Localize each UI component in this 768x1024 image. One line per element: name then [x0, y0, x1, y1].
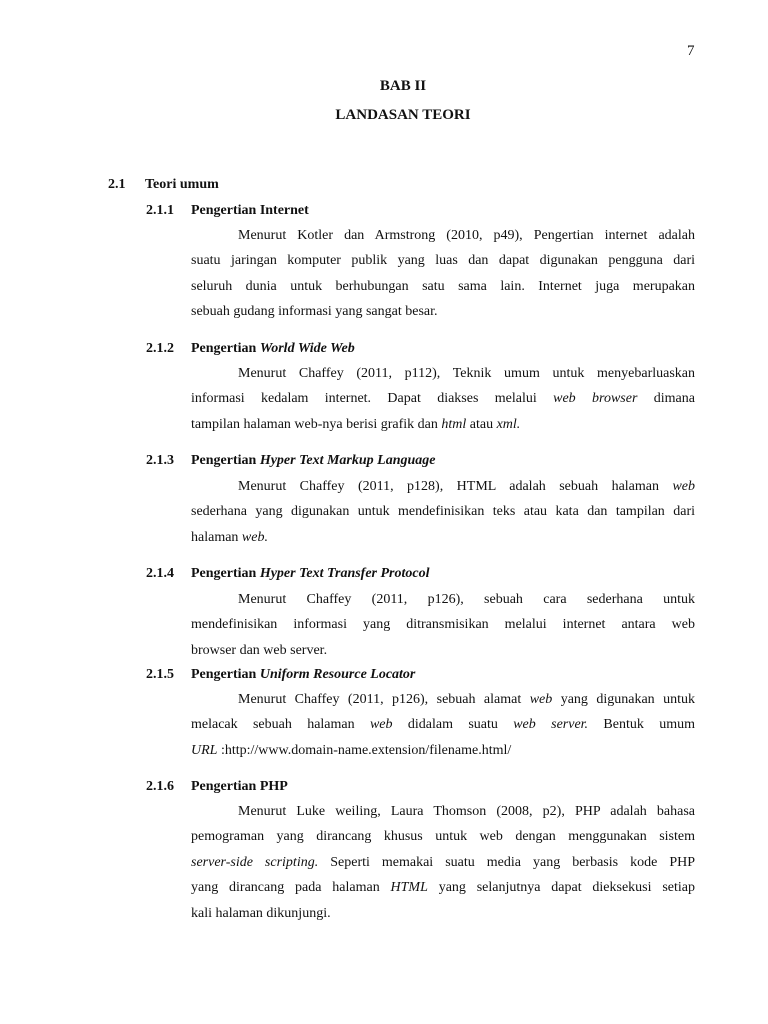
paragraph-line	[191, 799, 695, 824]
text-run: Menurut Kotler dan Armstrong (2010, p49), Pengertian internet adalah	[238, 228, 695, 243]
section-title: Teori umum	[145, 177, 219, 192]
text-run: browser dan web server.	[191, 642, 328, 658]
subsection-title: Pengertian Internet	[191, 203, 309, 218]
italic-term: web	[672, 479, 695, 494]
subsection-title: Pengertian Hyper Text Markup Language	[191, 453, 436, 468]
subsection-number: 2.1.4	[146, 566, 174, 581]
paragraph-line	[191, 850, 695, 875]
text-run: :http://www.domain-name.extension/filename.html/	[217, 742, 512, 758]
italic-term: web browser	[553, 391, 638, 407]
paragraph-line	[191, 274, 695, 299]
paragraph-line	[191, 901, 695, 926]
subsection-number: 2.1.2	[146, 341, 174, 356]
subsection-paragraph	[191, 361, 695, 437]
text-run: dimana	[637, 391, 695, 407]
subsection-paragraph	[191, 587, 695, 663]
paragraph-line	[191, 824, 695, 849]
subsection-heading	[146, 203, 309, 219]
text-run: kali halaman dikunjungi.	[191, 905, 331, 921]
paragraph-line	[191, 361, 695, 386]
text-run: sederhana yang digunakan untuk mendefinisikan teks atau kata dan tampilan dari	[191, 504, 695, 520]
chapter-label: BAB II	[379, 78, 427, 94]
subsection-number: 2.1.3	[146, 453, 174, 468]
text-run: yang dirancang pada halaman	[191, 880, 391, 896]
italic-term: URL	[191, 742, 218, 758]
subsection-title: Pengertian PHP	[191, 779, 288, 794]
paragraph-line	[191, 474, 695, 499]
italic-term: web	[369, 717, 393, 733]
text-run: Menurut Chaffey (2011, p128), HTML adalah sebuah halaman	[238, 479, 673, 494]
text-run: Bentuk umum	[588, 717, 695, 733]
subsection-title: Pengertian Hyper Text Transfer Protocol	[191, 566, 430, 581]
italic-term: html	[441, 416, 467, 432]
subsection-paragraph	[191, 687, 695, 763]
section-number: 2.1	[108, 177, 126, 192]
paragraph-line	[191, 612, 695, 637]
paragraph-line	[191, 638, 695, 663]
italic-term: server-side scripting.	[191, 854, 319, 870]
page-number: 7	[687, 43, 695, 59]
paragraph-line	[191, 499, 695, 524]
subsection-title-italic: Hyper Text Markup Language	[259, 453, 436, 468]
paragraph-line	[191, 223, 695, 248]
italic-term: xml.	[496, 416, 521, 432]
text-run: Menurut Chaffey (2011, p112), Teknik umum untuk menyebarluaskan	[238, 366, 695, 381]
subsection-heading	[146, 566, 430, 582]
subsection-heading	[146, 453, 435, 469]
paragraph-line	[191, 248, 695, 273]
subsection-number: 2.1.1	[146, 203, 174, 218]
text-run: pemograman yang dirancang khusus untuk web dengan menggunakan sistem	[191, 829, 695, 845]
subsection-title-italic: Uniform Resource Locator	[259, 667, 416, 682]
italic-term: web server.	[513, 717, 589, 733]
paragraph-line	[191, 299, 695, 324]
text-run: Seperti memakai suatu media yang berbasis kode PHP	[318, 854, 695, 870]
chapter-title: LANDASAN TEORI	[335, 107, 471, 123]
subsection-paragraph	[191, 799, 695, 926]
text-run: Menurut Luke weiling, Laura Thomson (2008, p2), PHP adalah bahasa	[238, 804, 695, 819]
text-run: yang digunakan untuk	[552, 692, 696, 707]
paragraph-line	[191, 525, 695, 550]
section-heading	[108, 177, 219, 193]
subsection-number: 2.1.5	[146, 667, 174, 682]
subsection-heading	[146, 779, 288, 795]
text-run: tampilan halaman web-nya berisi grafik dan	[191, 416, 442, 432]
text-run: suatu jaringan komputer publik yang luas dan dapat digunakan pengguna dari	[191, 253, 695, 269]
italic-term: web	[529, 692, 553, 707]
subsection-title-italic: Hyper Text Transfer Protocol	[259, 566, 430, 581]
subsection-heading	[146, 667, 415, 683]
paragraph-line	[191, 687, 695, 712]
subsection-paragraph	[191, 474, 695, 550]
subsection-number: 2.1.6	[146, 779, 174, 794]
paragraph-line	[191, 875, 695, 900]
text-run: halaman	[191, 529, 242, 545]
text-run: sebuah gudang informasi yang sangat besar.	[191, 304, 438, 320]
subsection-title: Pengertian World Wide Web	[191, 341, 355, 356]
paragraph-line	[191, 412, 695, 437]
paragraph-line	[191, 712, 695, 737]
paragraph-line	[191, 738, 695, 763]
subsection-heading	[146, 341, 355, 357]
text-run: melacak sebuah halaman	[191, 717, 370, 733]
paragraph-line	[191, 386, 695, 411]
text-run: informasi kedalam internet. Dapat diakses melalui	[191, 391, 554, 407]
subsection-title-italic: World Wide Web	[259, 341, 355, 356]
italic-term: web.	[241, 529, 268, 545]
subsection-title: Pengertian Uniform Resource Locator	[191, 667, 416, 682]
text-run: didalam suatu	[392, 717, 514, 733]
subsection-paragraph	[191, 223, 695, 325]
text-run: Menurut Chaffey (2011, p126), sebuah alamat	[238, 692, 530, 707]
text-run: atau	[466, 416, 497, 432]
text-run: yang selanjutnya dapat dieksekusi setiap	[427, 880, 695, 896]
text-run: Menurut Chaffey (2011, p126), sebuah cara sederhana untuk	[238, 592, 695, 607]
paragraph-line	[191, 587, 695, 612]
text-run: seluruh dunia untuk berhubungan satu sama lain. Internet juga merupakan	[191, 278, 695, 294]
text-run: mendefinisikan informasi yang ditransmisikan melalui internet antara web	[191, 617, 695, 633]
italic-term: HTML	[390, 880, 428, 896]
